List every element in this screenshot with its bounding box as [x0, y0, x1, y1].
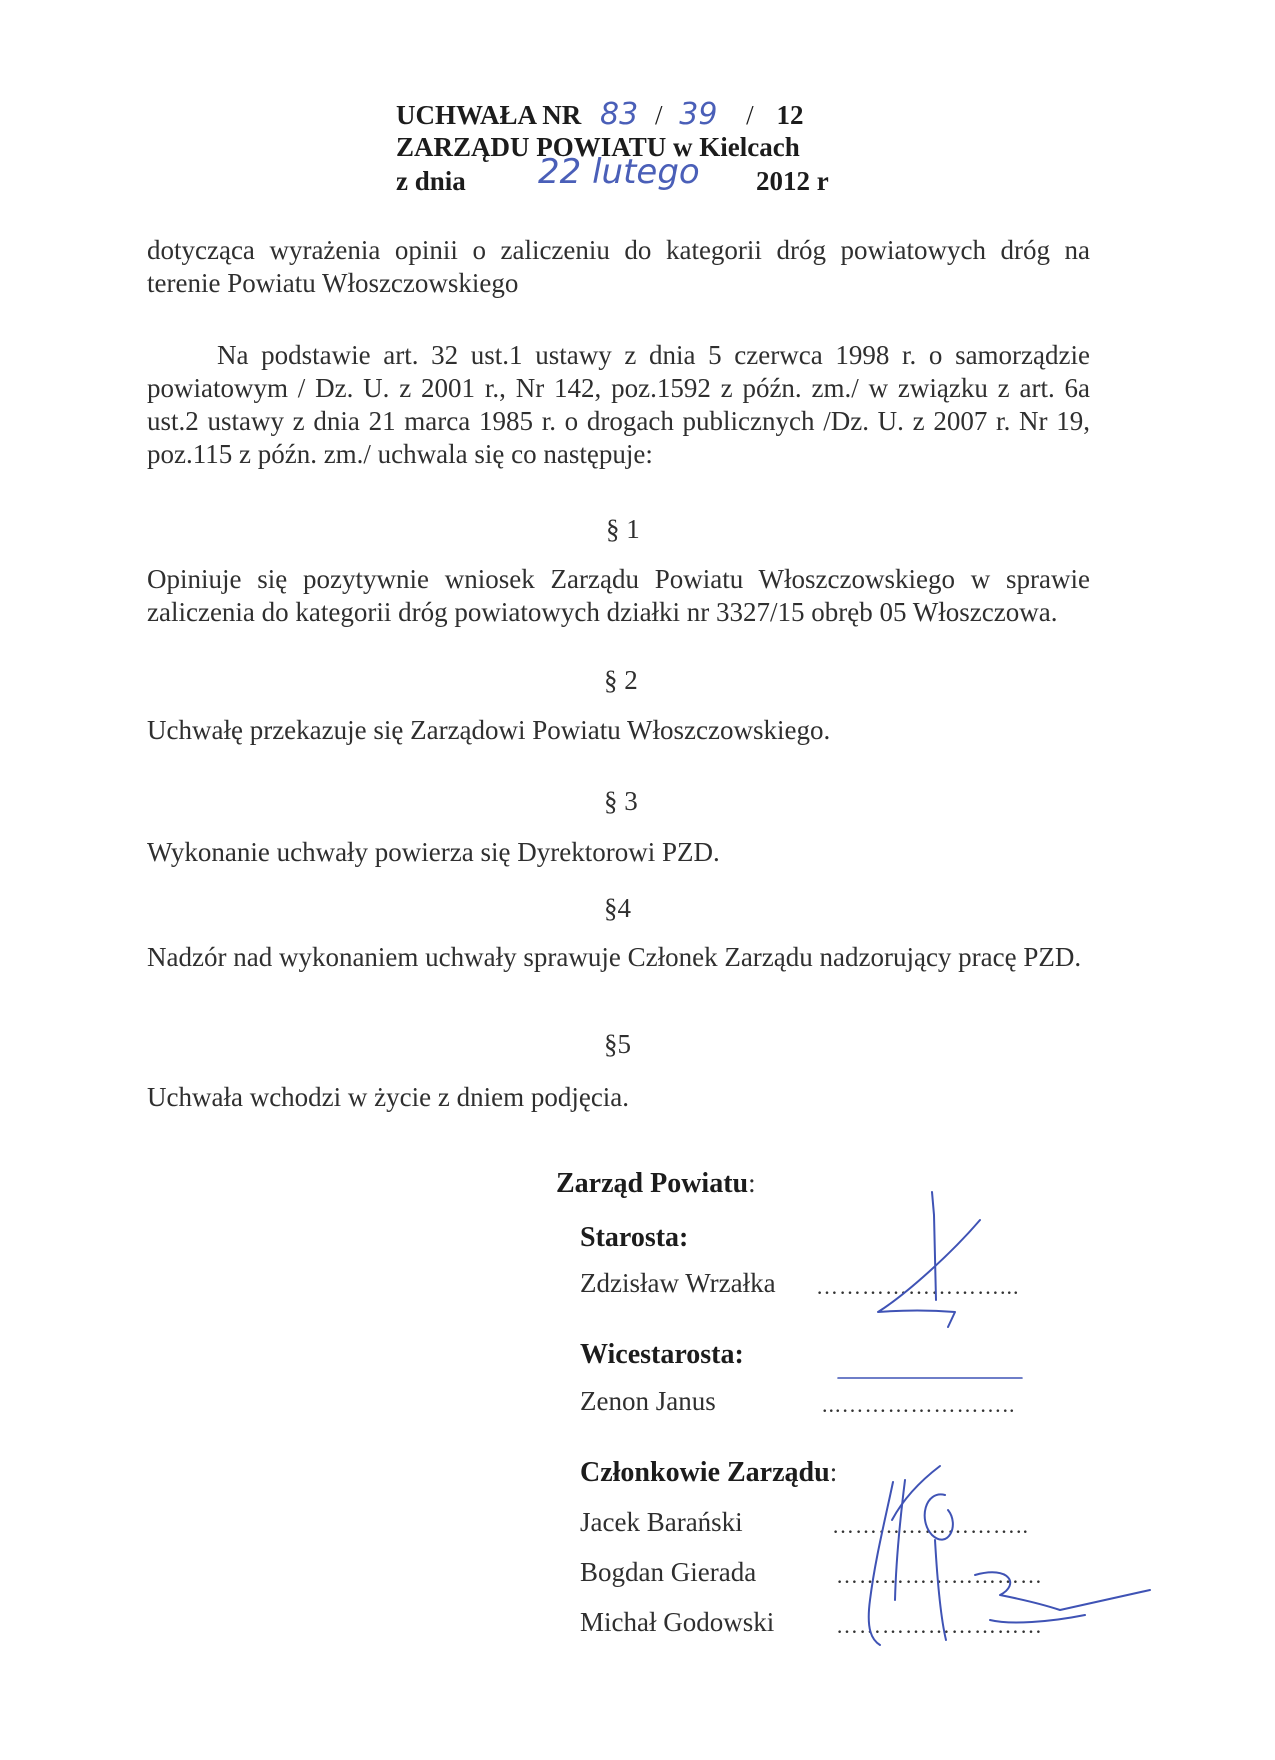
member-3-signature-stroke	[975, 1572, 1150, 1610]
member-2-name: Bogdan Gierada	[580, 1557, 757, 1587]
section-sign-2: § 2	[604, 665, 638, 695]
member-1-signature-line: ……………………..	[832, 1513, 1029, 1538]
number-slash-1: /	[654, 100, 663, 130]
member-2-signature-stroke	[925, 1494, 953, 1539]
section-text-4: Nadzór nad wykonaniem uchwały sprawuje Członek Zarządu nadzorujący pracę PZD.	[147, 942, 1082, 972]
starosta-signature-stroke	[878, 1220, 980, 1327]
resolution-subject: dotycząca wyrażenia opinii o zaliczeniu do kategorii dróg powiatowych dróg na terenie Powiatu Włoszczowskiego	[147, 235, 1090, 298]
section-sign-1: § 1	[606, 514, 640, 544]
members-title-text: Członkowie Zarządu	[580, 1457, 830, 1488]
member-1-signature-stroke	[869, 1482, 893, 1645]
member-2-signature-line: ………………………	[836, 1563, 1043, 1588]
resolution-number-prefix: UCHWAŁA NR	[396, 100, 582, 130]
handwritten-date: 22 lutego	[538, 152, 700, 192]
wicestarosta-name: Zenon Janus	[580, 1386, 716, 1416]
issuing-body: ZARZĄDU POWIATU w Kielcach	[396, 132, 800, 162]
resolution-year-suffix: 12	[776, 100, 804, 130]
legal-basis-paragraph: Na podstawie art. 32 ust.1 ustawy z dnia 5 czerwca 1998 r. o samorządzie powiatowym / Dz. U. z 2001 r., Nr 142, poz.1592 z późn. zm./ w związku z art. 6a ust.2 ustawy z dnia 21 marca 1985 r. o drogach publicznych /Dz. U. z 2007 r. Nr 19, poz.115 z późn. zm./ uchwala się co następuje:	[147, 340, 1090, 469]
section-text-1: Opiniuje się pozytywnie wniosek Zarządu Powiatu Włoszczowskiego w sprawie zaliczenia do kategorii dróg powiatowych działki nr 3327/15 obręb 05 Włoszczowa.	[147, 564, 1090, 627]
section-text-5: Uchwała wchodzi w życie z dniem podjęcia.	[147, 1082, 630, 1112]
wicestarosta-signature-line: ...…………………..	[822, 1392, 1016, 1417]
section-text-2: Uchwałę przekazuje się Zarządowi Powiatu Włoszczowskiego.	[147, 715, 831, 745]
date-label: z dnia	[396, 166, 466, 196]
handwritten-number-1: 83	[600, 97, 639, 132]
date-year: 2012 r	[756, 166, 829, 196]
handwritten-number-2: 39	[679, 97, 718, 132]
member-1-signature-stroke	[895, 1480, 905, 1600]
starosta-signature-stroke	[932, 1192, 936, 1300]
section-text-3: Wykonanie uchwały powierza się Dyrektorowi PZD.	[147, 837, 720, 867]
wicestarosta-label: Wicestarosta:	[580, 1339, 744, 1370]
section-sign-3: § 3	[604, 786, 638, 816]
starosta-signature-line: ……………………...	[816, 1274, 1020, 1299]
section-sign-4: §4	[604, 893, 631, 923]
member-2-signature-stroke	[935, 1540, 946, 1640]
section-sign-5: §5	[604, 1029, 631, 1059]
board-title-text: Zarząd Powiatu	[556, 1168, 749, 1199]
member-3-name: Michał Godowski	[580, 1607, 775, 1637]
member-3-signature-stroke	[990, 1615, 1085, 1622]
starosta-name: Zdzisław Wrzałka	[580, 1268, 776, 1298]
member-1-signature-stroke	[892, 1466, 940, 1520]
member-3-signature-line: ………………………	[836, 1613, 1043, 1638]
starosta-label: Starosta:	[580, 1222, 689, 1253]
board-title-colon: :	[748, 1168, 756, 1198]
number-slash-2: /	[746, 100, 754, 130]
member-1-name: Jacek Barański	[580, 1507, 743, 1537]
members-title-colon: :	[829, 1457, 838, 1487]
